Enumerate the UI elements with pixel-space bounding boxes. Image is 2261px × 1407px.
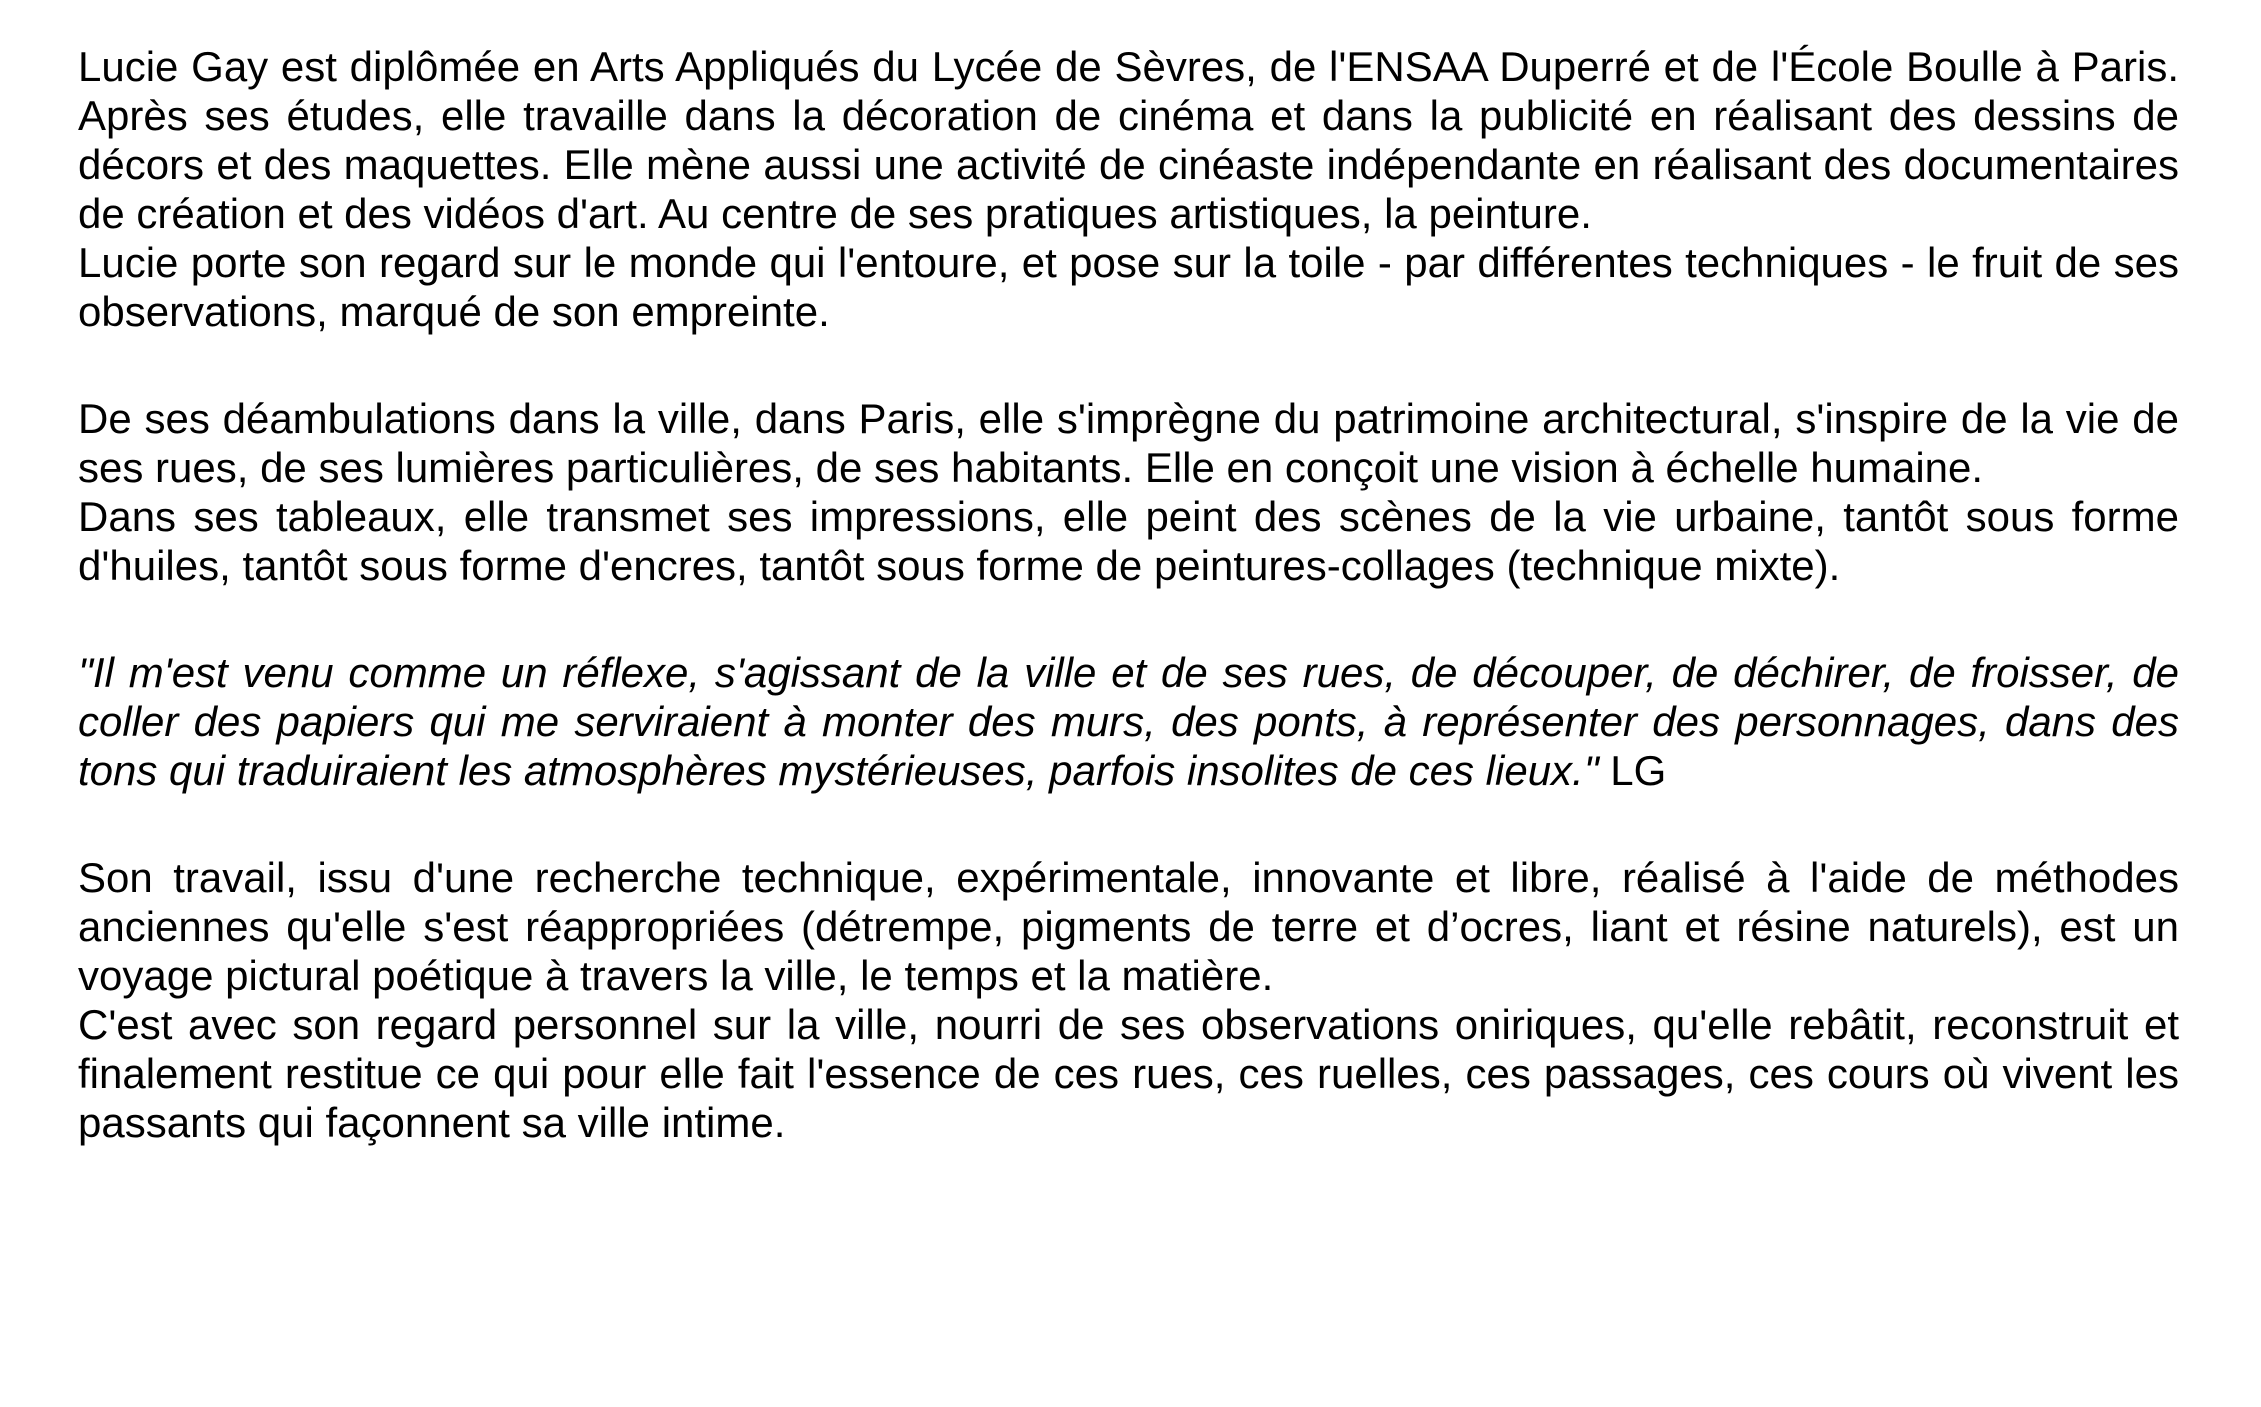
paragraph-regard-sur-le-monde: Lucie porte son regard sur le monde qui l'entoure, et pose sur la toile - par différentes techniques - le fruit de ses observations, marqué de son empreinte. [78, 239, 2179, 335]
paragraph-tableaux: Dans ses tableaux, elle transmet ses impressions, elle peint des scènes de la vie urbaine, tantôt sous forme d'huiles, tantôt sous forme d'encres, tantôt sous forme de peintures-collages (technique mixte). [78, 493, 2179, 589]
paragraph-education-career: Lucie Gay est diplômée en Arts Appliqués du Lycée de Sèvres, de l'ENSAA Duperré et de l'École Boulle à Paris. Après ses études, elle travaille dans la décoration de cinéma et dans la publicité en réalisant des dessins de décors et des maquettes. Elle mène aussi une activité de cinéaste indépendante en réalisant des documentaires de création et des vidéos d'art. Au centre de ses pratiques artistiques, la peinture. [78, 43, 2179, 237]
bio-paragraph-group-3 [78, 853, 2179, 1147]
bio-paragraph-group-2 [78, 394, 2179, 590]
bio-paragraph-group-1 [78, 42, 2179, 336]
paragraph-son-travail: Son travail, issu d'une recherche technique, expérimentale, innovante et libre, réalisé à l'aide de méthodes anciennes qu'elle s'est réappropriées (détrempe, pigments de terre et d’ocres, liant et résine naturels), est un voyage pictural poétique à travers la ville, le temps et la matière. [78, 854, 2179, 999]
paragraph-deambulations: De ses déambulations dans la ville, dans Paris, elle s'imprègne du patrimoine architectural, s'inspire de la vie de ses rues, de ses lumières particulières, de ses habitants. Elle en conçoit une vision à échelle humaine. [78, 395, 2179, 491]
paragraph-regard-personnel: C'est avec son regard personnel sur la ville, nourri de ses observations oniriques, qu'elle rebâtit, reconstruit et finalement restitue ce qui pour elle fait l'essence de ces rues, ces ruelles, ces passages, ces cours où vivent les passants qui façonnent sa ville intime. [78, 1001, 2179, 1146]
quote-attribution: LG [1598, 747, 1667, 794]
quote-text: "Il m'est venu comme un réflexe, s'agissant de la ville et de ses rues, de découper, de déchirer, de froisser, de coller des papiers qui me serviraient à monter des murs, des ponts, à représenter des personnages, dans des tons qui traduiraient les atmosphères mystérieuses, parfois insolites de ces lieux." [78, 649, 2179, 794]
quote-paragraph [78, 648, 2179, 795]
quote-block [78, 648, 2179, 795]
